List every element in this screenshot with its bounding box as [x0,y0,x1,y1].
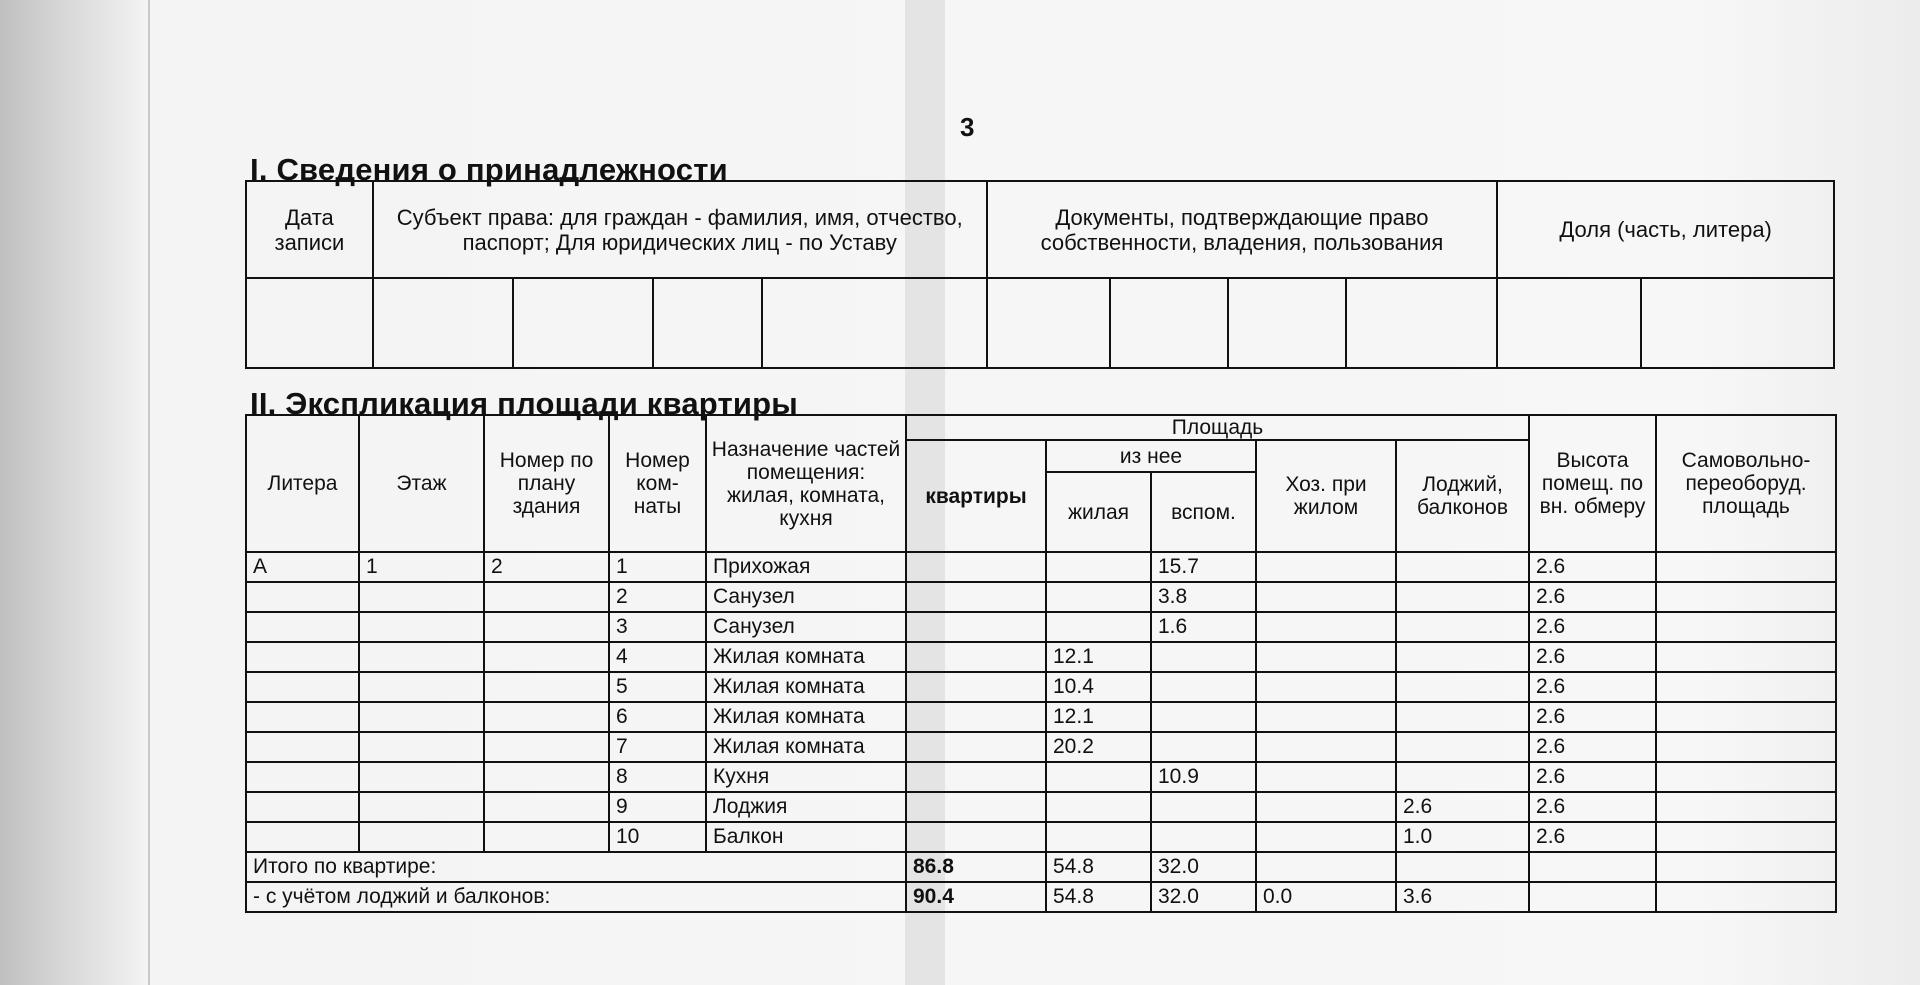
cell-utility-area [1256,642,1396,672]
cell-unauthorized-area [1656,672,1836,702]
section2-title: II. Экспликация площади квартиры [250,386,798,421]
cell-plan-no [484,762,609,792]
cell-empty [246,278,373,368]
header-subject: Субъект права: для граждан - фамилия, имя, отчество, паспорт; Для юридических лиц - по Уставу [373,181,987,278]
cell-loggia-area [1396,702,1529,732]
header-unauthorized: Самовольно-переоборуд. площадь [1656,415,1836,552]
cell-floor [359,732,484,762]
cell-aux-area [1151,702,1256,732]
cell-loggia-area [1396,672,1529,702]
cell-plan-no [484,672,609,702]
table-row [246,822,1836,852]
cell-utility-area [1256,612,1396,642]
cell-apartment-area [906,822,1046,852]
cell-room-no: 9 [609,792,706,822]
cell-empty [762,278,986,368]
cell-loggia-area [1396,762,1529,792]
cell-floor [359,642,484,672]
cell-unauthorized-area [1656,762,1836,792]
cell-utility-area [1256,762,1396,792]
header-date: Дата записи [246,181,373,278]
cell-room-no: 2 [609,582,706,612]
table-row [246,732,1836,762]
cell-empty [1497,278,1641,368]
cell-apartment-area [906,732,1046,762]
table-row [246,642,1836,672]
cell-height: 2.6 [1529,672,1656,702]
cell-height: 2.6 [1529,642,1656,672]
total-utility-area [1256,852,1396,882]
cell-apartment-area [906,552,1046,582]
cell-loggia-area: 1.0 [1396,822,1529,852]
header-area: Площадь [906,415,1529,440]
cell-floor [359,762,484,792]
cell-apartment-area [906,702,1046,732]
cell-floor [359,792,484,822]
table-row [246,672,1836,702]
cell-floor [359,702,484,732]
cell-unauthorized-area [1656,642,1836,672]
total-height [1529,852,1656,882]
header-height: Высота помещ. по вн. обмеру [1529,415,1656,552]
cell-purpose: Лоджия [706,792,906,822]
cell-empty [513,278,653,368]
cell-utility-area [1256,702,1396,732]
cell-room-no: 5 [609,672,706,702]
cell-living-area [1046,792,1151,822]
total-loggia-area: 3.6 [1396,882,1529,912]
cell-purpose: Прихожая [706,552,906,582]
cell-litera [246,672,359,702]
cell-aux-area: 10.9 [1151,762,1256,792]
cell-height: 2.6 [1529,732,1656,762]
cell-unauthorized-area [1656,822,1836,852]
header-floor: Этаж [359,415,484,552]
cell-unauthorized-area [1656,582,1836,612]
room-rows [246,552,1836,852]
ownership-table [245,180,1835,369]
cell-loggia-area [1396,732,1529,762]
header-auxiliary: вспом. [1151,472,1256,552]
cell-loggia-area [1396,612,1529,642]
cell-purpose: Жилая комната [706,702,906,732]
explication-table [245,414,1837,913]
header-share: Доля (часть, литера) [1497,181,1834,278]
cell-floor [359,612,484,642]
section1-title: I. Сведения о принадлежности [250,152,728,187]
cell-room-no: 4 [609,642,706,672]
cell-aux-area: 15.7 [1151,552,1256,582]
cell-unauthorized-area [1656,552,1836,582]
cell-living-area [1046,582,1151,612]
total-label: Итого по квартире: [246,852,906,882]
cell-height: 2.6 [1529,612,1656,642]
total-label: - с учётом лоджий и балконов: [246,882,906,912]
cell-plan-no [484,792,609,822]
cell-loggia-area [1396,552,1529,582]
cell-empty [653,278,762,368]
total-rows [246,852,1836,912]
total-row [246,882,1836,912]
cell-purpose: Кухня [706,762,906,792]
cell-floor [359,822,484,852]
cell-loggia-area: 2.6 [1396,792,1529,822]
cell-plan-no: 2 [484,552,609,582]
header-apartment: квартиры [906,440,1046,552]
cell-floor: 1 [359,552,484,582]
table-row [246,762,1836,792]
cell-room-no: 10 [609,822,706,852]
cell-purpose: Жилая комната [706,672,906,702]
cell-aux-area [1151,732,1256,762]
cell-utility-area [1256,732,1396,762]
total-apartment-area: 86.8 [906,852,1046,882]
cell-plan-no [484,582,609,612]
total-unauthorized-area [1656,852,1836,882]
cell-loggia-area [1396,642,1529,672]
cell-living-area [1046,612,1151,642]
header-documents: Документы, подтверждающие право собственности, владения, пользования [987,181,1498,278]
cell-living-area: 12.1 [1046,702,1151,732]
cell-utility-area [1256,552,1396,582]
cell-utility-area [1256,582,1396,612]
cell-aux-area: 1.6 [1151,612,1256,642]
cell-aux-area [1151,642,1256,672]
cell-plan-no [484,702,609,732]
cell-utility-area [1256,822,1396,852]
cell-empty [987,278,1110,368]
cell-litera: А [246,552,359,582]
cell-living-area: 12.1 [1046,642,1151,672]
cell-aux-area [1151,672,1256,702]
cell-plan-no [484,732,609,762]
cell-room-no: 7 [609,732,706,762]
header-living: жилая [1046,472,1151,552]
header-of-which: из нее [1046,440,1256,472]
cell-plan-no [484,822,609,852]
page-edge [148,0,150,985]
cell-room-no: 3 [609,612,706,642]
cell-living-area: 20.2 [1046,732,1151,762]
header-litera: Литера [246,415,359,552]
cell-apartment-area [906,642,1046,672]
table-row [246,702,1836,732]
total-living-area: 54.8 [1046,882,1151,912]
cell-utility-area [1256,792,1396,822]
cell-litera [246,582,359,612]
cell-unauthorized-area [1656,702,1836,732]
table-row [246,792,1836,822]
cell-litera [246,762,359,792]
cell-litera [246,612,359,642]
table-row [246,552,1836,582]
cell-litera [246,642,359,672]
cell-plan-no [484,612,609,642]
cell-purpose: Жилая комната [706,642,906,672]
cell-litera [246,702,359,732]
total-unauthorized-area [1656,882,1836,912]
cell-aux-area [1151,792,1256,822]
total-loggia-area [1396,852,1529,882]
cell-room-no: 6 [609,702,706,732]
cell-purpose: Санузел [706,612,906,642]
cell-unauthorized-area [1656,612,1836,642]
cell-height: 2.6 [1529,552,1656,582]
cell-empty [1228,278,1346,368]
cell-height: 2.6 [1529,582,1656,612]
cell-apartment-area [906,792,1046,822]
header-utility: Хоз. при жилом [1256,440,1396,552]
cell-height: 2.6 [1529,822,1656,852]
cell-aux-area: 3.8 [1151,582,1256,612]
cell-empty [373,278,513,368]
cell-height: 2.6 [1529,792,1656,822]
cell-empty [1346,278,1498,368]
cell-unauthorized-area [1656,792,1836,822]
total-aux-area: 32.0 [1151,882,1256,912]
cell-living-area [1046,552,1151,582]
cell-loggia-area [1396,582,1529,612]
cell-unauthorized-area [1656,732,1836,762]
cell-litera [246,822,359,852]
cell-living-area [1046,762,1151,792]
total-height [1529,882,1656,912]
header-plan-no: Номер по плану здания [484,415,609,552]
table-row [246,612,1836,642]
cell-purpose: Балкон [706,822,906,852]
total-utility-area: 0.0 [1256,882,1396,912]
cell-height: 2.6 [1529,702,1656,732]
page-number: 3 [960,112,975,142]
header-purpose: Назначение частей помещения: жилая, комната, кухня [706,415,906,552]
total-aux-area: 32.0 [1151,852,1256,882]
cell-apartment-area [906,672,1046,702]
cell-empty [1110,278,1228,368]
cell-plan-no [484,642,609,672]
cell-purpose: Санузел [706,582,906,612]
cell-living-area: 10.4 [1046,672,1151,702]
total-row [246,852,1836,882]
cell-empty [1641,278,1834,368]
header-loggia: Лоджий, балконов [1396,440,1529,552]
cell-apartment-area [906,582,1046,612]
total-apartment-area: 90.4 [906,882,1046,912]
cell-room-no: 1 [609,552,706,582]
cell-litera [246,732,359,762]
cell-room-no: 8 [609,762,706,792]
total-living-area: 54.8 [1046,852,1151,882]
table-row [246,582,1836,612]
header-room-no: Номер ком-наты [609,415,706,552]
cell-height: 2.6 [1529,762,1656,792]
cell-aux-area [1151,822,1256,852]
cell-utility-area [1256,672,1396,702]
cell-floor [359,582,484,612]
cell-apartment-area [906,612,1046,642]
cell-purpose: Жилая комната [706,732,906,762]
cell-floor [359,672,484,702]
cell-apartment-area [906,762,1046,792]
ownership-row [246,278,1834,368]
cell-living-area [1046,822,1151,852]
cell-litera [246,792,359,822]
